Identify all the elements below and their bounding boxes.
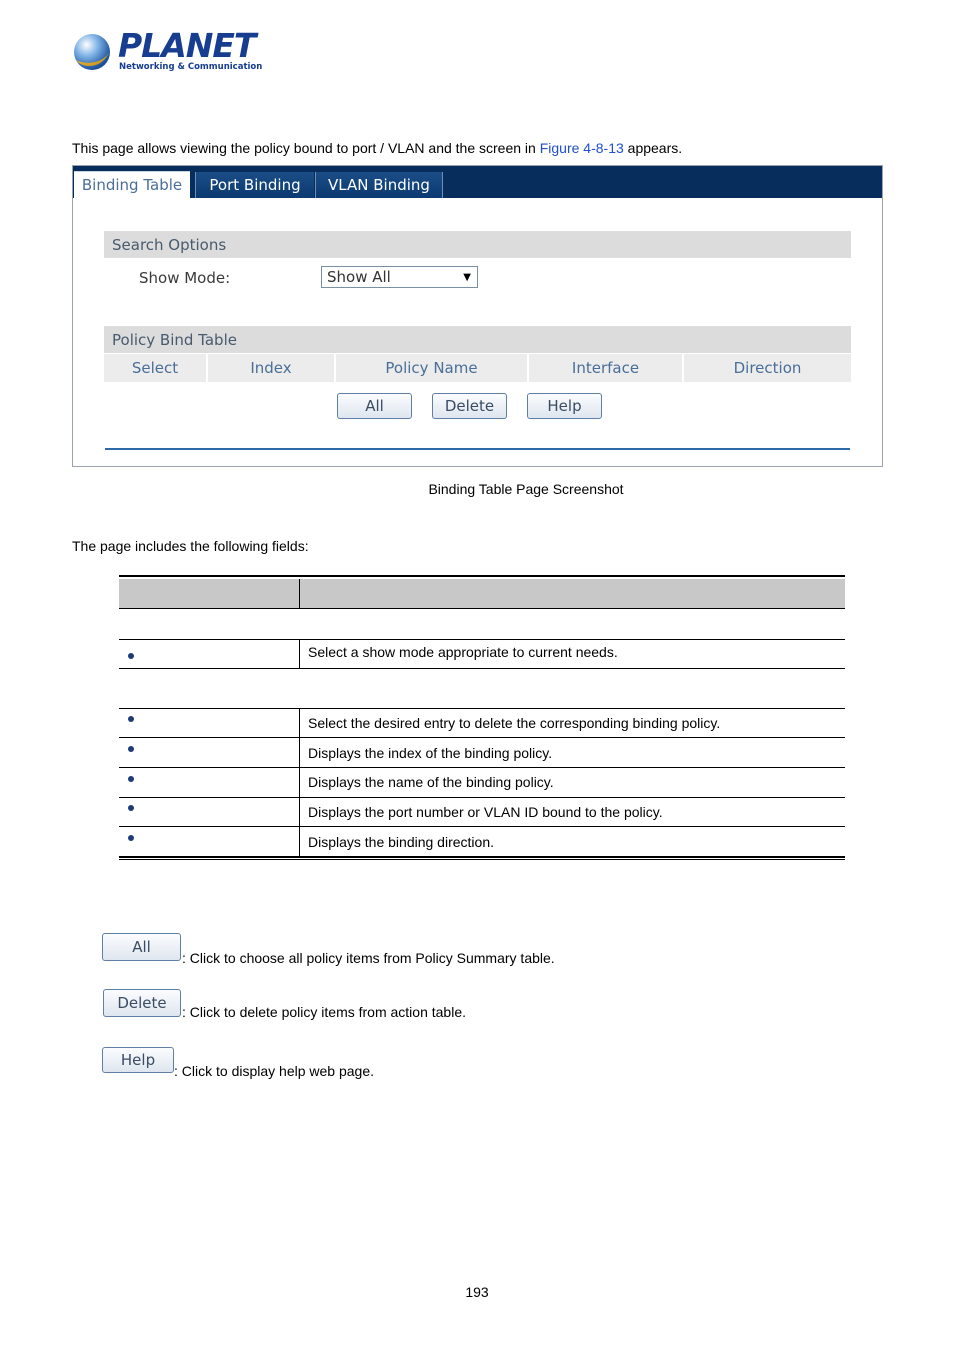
brand-tagline: Networking & Communication: [119, 62, 263, 72]
divider: [105, 448, 850, 450]
help-button[interactable]: Help: [527, 393, 602, 419]
figure-link[interactable]: Figure 4-8-13: [539, 140, 624, 156]
table-row-description: Displays the binding direction.: [308, 834, 494, 850]
tab-vlan-binding[interactable]: VLAN Binding: [315, 172, 443, 198]
table-header-divider: [299, 579, 300, 609]
table-col-divider: [299, 708, 300, 857]
bullet-icon: [128, 776, 134, 782]
planet-logo: [72, 26, 263, 76]
policy-bind-table-columns: [104, 354, 851, 382]
table-rule: [119, 737, 845, 738]
policy-bind-table-header: Policy Bind Table: [104, 326, 851, 353]
globe-icon: [72, 32, 112, 72]
table-row-description: Displays the name of the binding policy.: [308, 774, 554, 790]
column-direction: Direction: [684, 354, 851, 382]
intro-text-before: This page allows viewing the policy bound to port / VLAN and the screen in: [72, 140, 540, 156]
delete-button[interactable]: Delete: [432, 393, 507, 419]
table-rule: [119, 639, 845, 640]
delete-button-description: : Click to delete policy items from action table.: [182, 1004, 467, 1020]
search-options-header: Search Options: [104, 231, 851, 258]
table-row-description: Select a show mode appropriate to current needs.: [308, 644, 618, 660]
dropdown-arrow-icon: ▼: [463, 272, 471, 283]
table-top-rule: [119, 575, 845, 577]
table-rule: [119, 826, 845, 827]
table-rule: [119, 668, 845, 669]
table-rule: [119, 767, 845, 768]
tab-binding-table[interactable]: Binding Table: [74, 171, 190, 200]
bullet-icon: [128, 805, 134, 811]
column-policy-name: Policy Name: [336, 354, 527, 382]
all-button-sample[interactable]: All: [102, 933, 181, 961]
table-col-divider: [299, 639, 300, 669]
help-button-sample[interactable]: Help: [102, 1047, 174, 1073]
all-button[interactable]: All: [337, 393, 412, 419]
intro-paragraph: [72, 140, 682, 156]
table-row-description: Displays the index of the binding policy.: [308, 745, 553, 761]
table-bottom-rule: [119, 856, 845, 858]
table-row-description: Select the desired entry to delete the corresponding binding policy.: [308, 715, 721, 731]
bullet-icon: [128, 653, 134, 659]
column-select: Select: [104, 354, 206, 382]
all-button-description: : Click to choose all policy items from Policy Summary table.: [182, 950, 555, 966]
show-mode-label: Show Mode:: [139, 269, 231, 287]
intro-text-after: appears.: [623, 140, 683, 156]
table-rule: [119, 708, 845, 709]
figure-caption: Binding Table Page Screenshot: [428, 481, 624, 497]
show-mode-select[interactable]: [321, 266, 478, 288]
tab-port-binding[interactable]: Port Binding: [195, 172, 314, 198]
delete-button-sample[interactable]: Delete: [103, 989, 181, 1017]
bullet-icon: [128, 716, 134, 722]
help-button-description: : Click to display help web page.: [174, 1063, 374, 1079]
brand-wordmark: PLANET: [118, 26, 256, 65]
column-interface: Interface: [529, 354, 682, 382]
page-number: 193: [465, 1284, 489, 1300]
table-header: [119, 579, 845, 609]
show-mode-value: Show All: [327, 268, 391, 286]
column-index: Index: [208, 354, 334, 382]
fields-intro: The page includes the following fields:: [72, 538, 309, 554]
table-bottom-rule-2: [119, 859, 845, 860]
binding-table-screenshot: [72, 165, 883, 467]
bullet-icon: [128, 835, 134, 841]
table-row-description: Displays the port number or VLAN ID bound to the policy.: [308, 804, 663, 820]
bullet-icon: [128, 746, 134, 752]
table-rule: [119, 797, 845, 798]
